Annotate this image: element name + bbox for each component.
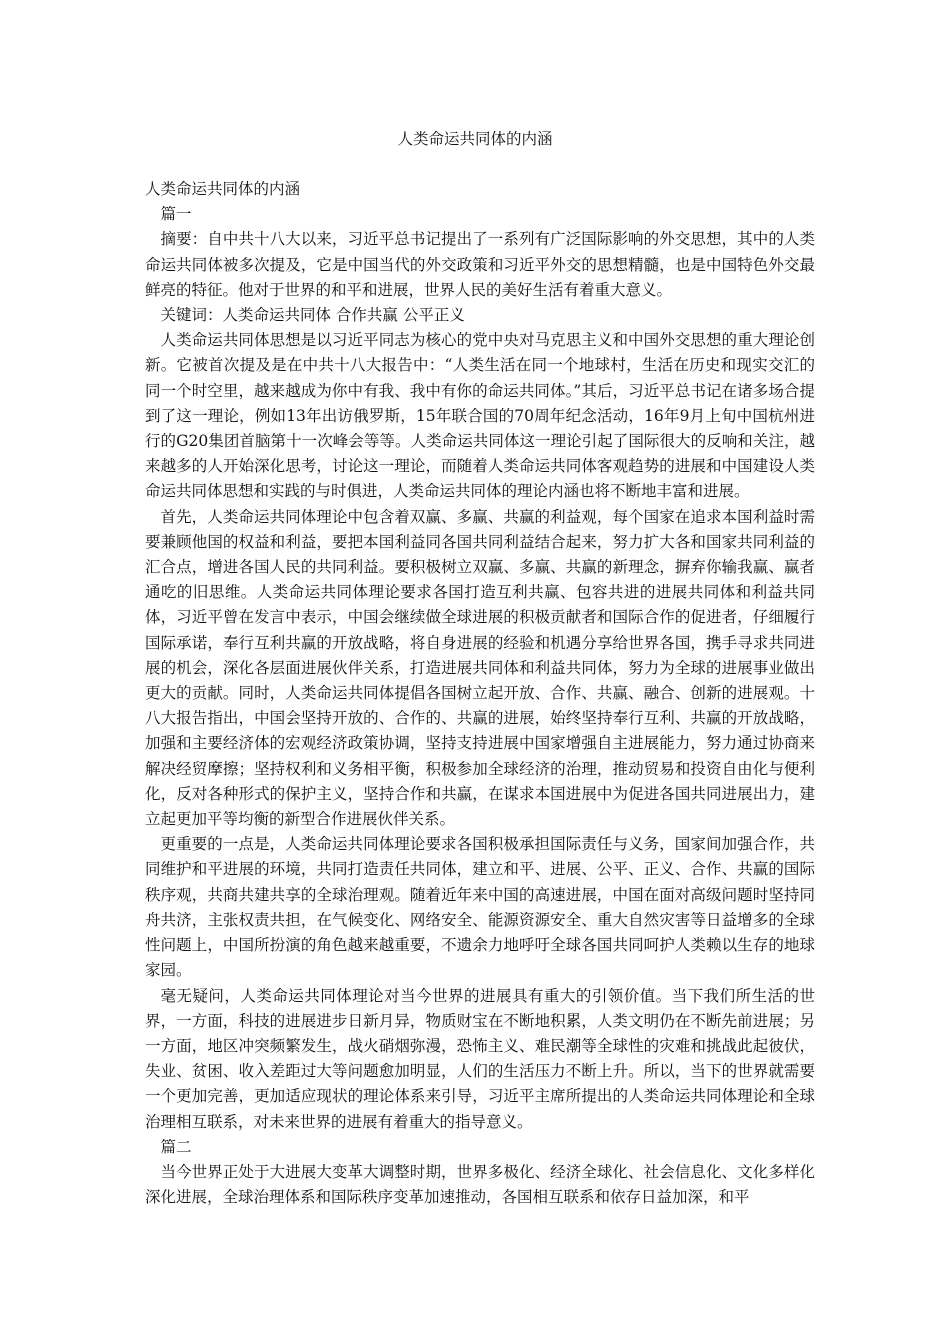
abstract-paragraph: 摘要：自中共十八大以来，习近平总书记提出了一系列有广泛国际影响的外交思想，其中的人类命运共同体被多次提及，它是中国当代的外交政策和习近平外交的思想精髓，也是中国特色外交最鲜亮的特征。他对于世界的和平和进展，世界人民的美好生活有着重大意义。 bbox=[145, 230, 815, 299]
body-paragraph-2: 首先，人类命运共同体理论中包含着双赢、多赢、共赢的利益观，每个国家在追求本国利益时需要兼顾他国的权益和利益，要把本国利益同各国共同利益结合起来，努力扩大各和国家共同利益的汇合点，增进各国人民的共同利益。要积极树立双赢、多赢、共赢的新理念，摒弃你输我赢、赢者通吃的旧思维。人类命运共同体理论要求各国打造互利共赢、包容共进的进展共同体和利益共同体，习近平曾在发言中表示，中国会继续做全球进展的积极贡献者和国际合作的促进者，仔细履行国际承诺，奉行互利共赢的开放战略，将自身进展的经验和机遇分享给世界各国，携手寻求共同进展的机会，深化各层面进展伙伴关系，打造进展共同体和利益共同体，努力为全球的进展事业做出更大的贡献。同时，人类命运共同体提倡各国树立起开放、合作、共赢、融合、创新的进展观。十八大报告指出，中国会坚持开放的、合作的、共赢的进展，始终坚持奉行互利、共赢的开放战略，加强和主要经济体的宏观经济政策协调，坚持支持进展中国家增强自主进展能力，努力通过协商来解决经贸摩擦；坚持权利和义务相平衡，积极参加全球经济的治理，推动贸易和投资自由化与便利化，反对各种形式的保护主义，坚持合作和共赢，在谋求本国进展中为促进各国共同进展出力，建立起更加平等均衡的新型合作进展伙伴关系。 bbox=[145, 507, 815, 829]
body-paragraph-1: 人类命运共同体思想是以习近平同志为核心的党中央对马克思主义和中国外交思想的重大理论创新。它被首次提及是在中共十八大报告中：“人类生活在同一个地球村，生活在历史和现实交汇的同一个时空里，越来越成为你中有我、我中有你的命运共同体。”其后，习近平总书记在诸多场合提到了这一理论，例如13年出访俄罗斯，15年联合国的70周年纪念活动，16年9月上旬中国杭州进行的G20集团首脑第十一次峰会等等。人类命运共同体这一理论引起了国际很大的反响和关注，越来越多的人开始深化思考，讨论这一理论，而随着人类命运共同体客观趋势的进展和中国建设人类命运共同体思想和实践的与时俱进，人类命运共同体的理论内涵也将不断地丰富和进展。 bbox=[145, 331, 815, 501]
section-label-one: 篇一 bbox=[160, 205, 192, 224]
document-heading: 人类命运共同体的内涵 bbox=[145, 180, 301, 198]
document-title: 人类命运共同体的内涵 bbox=[397, 130, 553, 148]
document-body bbox=[145, 177, 815, 1210]
body-paragraph-3: 更重要的一点是，人类命运共同体理论要求各国积极承担国际责任与义务，国家间加强合作，共同维护和平进展的环境，共同打造责任共同体，建立和平、进展、公平、正义、合作、共赢的国际秩序观，共商共建共享的全球治理观。随着近年来中国的高速进展，中国在面对高级问题时坚持同舟共济，主张权责共担，在气候变化、网络安全、能源资源安全、重大自然灾害等日益增多的全球性问题上，中国所扮演的角色越来越重要，不遗余力地呼吁全球各国共同呵护人类赖以生存的地球家园。 bbox=[145, 835, 815, 980]
section-label-two: 篇二 bbox=[160, 1137, 192, 1156]
body-paragraph-4: 毫无疑问，人类命运共同体理论对当今世界的进展具有重大的引领价值。当下我们所生活的世界，一方面，科技的进展进步日新月异，物质财宝在不断地积累，人类文明仍在不断先前进展；另一方面，地区冲突频繁发生，战火硝烟弥漫，恐怖主义、难民潮等全球性的灾难和挑战此起彼伏，失业、贫困、收入差距过大等问题愈加明显，人们的生活压力不断上升。所以，当下的世界就需要一个更加完善，更加适应现状的理论体系来引导，习近平主席所提出的人类命运共同体理论和全球治理相互联系，对未来世界的进展有着重大的指导意义。 bbox=[145, 986, 815, 1131]
keywords-line: 关键词：人类命运共同体 合作共赢 公平正义 bbox=[160, 306, 465, 325]
body-paragraph-5: 当今世界正处于大进展大变革大调整时期，世界多极化、经济全球化、社会信息化、文化多样化深化进展，全球治理体系和国际秩序变革加速推动，各国相互联系和依存日益加深，和平 bbox=[145, 1162, 815, 1207]
